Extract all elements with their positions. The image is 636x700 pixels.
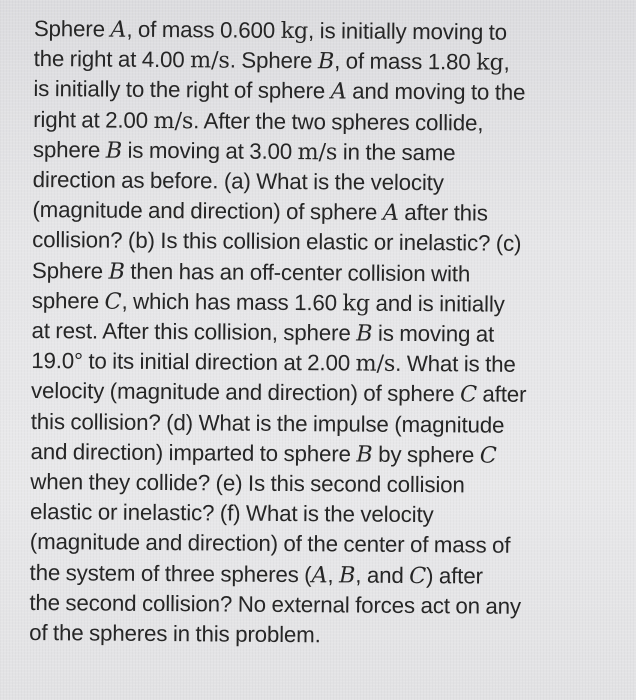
sphere-symbol: C xyxy=(459,381,478,408)
problem-line: sphere B is moving at 3.00 m/s in the same xyxy=(32,136,456,166)
unit-text: kg xyxy=(476,49,504,76)
problem-line: and direction) imparted to sphere B by sphere C xyxy=(30,438,497,469)
problem-line: (magnitude and direction) of sphere A after this xyxy=(32,197,488,227)
problem-line: the right at 4.00 m/s. Sphere B, of mass 1.80 kg, xyxy=(33,46,510,76)
unit-text: m/s xyxy=(189,47,230,74)
sphere-symbol: B xyxy=(317,48,335,75)
sphere-symbol: A xyxy=(330,78,347,105)
problem-line: (magnitude and direction) of the center of mass of xyxy=(29,529,511,559)
sphere-symbol: C xyxy=(104,288,122,315)
problem-line: this collision? (d) What is the impulse (magnitude xyxy=(30,408,505,438)
sphere-symbol: B xyxy=(356,441,373,468)
problem-line: sphere C, which has mass 1.60 kg and is initially xyxy=(31,287,505,317)
problem-line: when they collide? (e) Is this second collision xyxy=(30,469,465,498)
unit-text: m/s xyxy=(153,107,194,134)
unit-text: m/s xyxy=(355,350,396,378)
unit-text: kg xyxy=(280,17,309,45)
problem-line: 19.0° to its initial direction at 2.00 m/s. What is the xyxy=(31,348,516,378)
problem-text xyxy=(29,14,618,653)
problem-line: of the spheres in this problem. xyxy=(29,620,321,648)
sphere-symbol: C xyxy=(479,442,497,469)
problem-line: at rest. After this collision, sphere B is moving at xyxy=(31,318,495,347)
problem-line: elastic or inelastic? (f) What is the velocity xyxy=(29,499,434,528)
problem-line: the second collision? No external forces act on any xyxy=(29,589,522,619)
problem-line: direction as before. (a) What is the velocity xyxy=(32,167,444,196)
sphere-symbol: B xyxy=(108,258,125,285)
problem-line: velocity (magnitude and direction) of sphere C after xyxy=(30,378,527,408)
unit-text: m/s xyxy=(297,138,338,166)
problem-line: is initially to the right of sphere A and moving to the xyxy=(33,76,526,106)
problem-line: Sphere A, of mass 0.600 kg, is initially moving to xyxy=(33,15,508,45)
sphere-symbol: B xyxy=(105,137,123,164)
problem-line: right at 2.00 m/s. After the two spheres collide, xyxy=(33,106,484,136)
problem-line: the system of three spheres (A, B, and C) after xyxy=(29,559,483,589)
sphere-symbol: A xyxy=(311,561,328,588)
sphere-symbol: B xyxy=(338,562,356,589)
problem-line: collision? (b) Is this collision elastic or inelastic? (c) xyxy=(32,227,522,257)
sphere-symbol: B xyxy=(356,320,373,347)
sphere-symbol: C xyxy=(409,562,427,589)
problem-line: Sphere B then has an off-center collision with xyxy=(31,257,471,287)
sphere-symbol: A xyxy=(110,16,127,43)
sphere-symbol: A xyxy=(382,199,399,227)
unit-text: kg xyxy=(342,290,371,317)
